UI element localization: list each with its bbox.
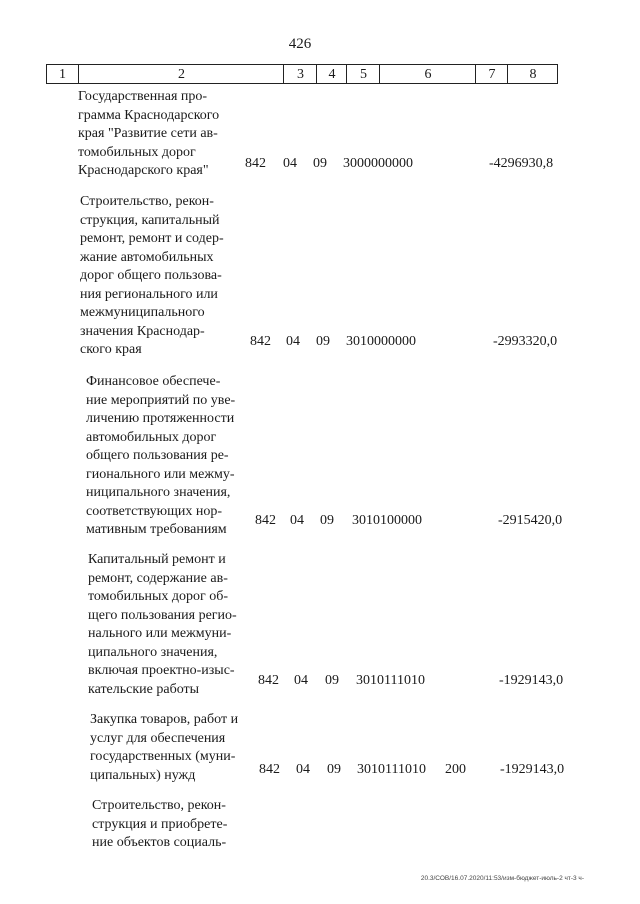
cell-section: 04 [290,513,304,528]
header-cell: 6 [379,65,476,83]
document-footer: 20.3/СОВ/16.07.2020/11:53/изм-бюджет-июль-2 чт-3 ч- [420,875,584,882]
page-number: 426 [288,36,312,52]
cell-ministry: 842 [259,762,280,777]
cell-subsection: 09 [320,513,334,528]
row-description: Строительство, рекон- струкция, капитальный ремонт, ремонт и содер- жание автомобильных дорог общего пользова- ния регионального или межмуниципального значения Краснодар- ского края [80,194,224,357]
header-cell: 2 [78,65,284,83]
cell-subsection: 09 [316,334,330,349]
row-description: Закупка товаров, работ и услуг для обеспечения государственных (муни- ципальных) нужд [90,712,239,783]
cell-section: 04 [286,334,300,349]
cell-target-article: 3000000000 [343,156,413,171]
row-description: Финансовое обеспече- ние мероприятий по уве- личению протяженности автомобильных дорог общего пользования ре- гионального или межму- ниципального значения, соответствующих нор- мативным требованиям [86,374,236,537]
cell-expense-type: 200 [445,762,466,777]
header-cell: 3 [283,65,317,83]
cell-subsection: 09 [327,762,341,777]
cell-amount: -1929143,0 [500,762,565,777]
cell-ministry: 842 [258,673,279,688]
cell-subsection: 09 [313,156,327,171]
row-description: Капитальный ремонт и ремонт, содержание ав- томобильных дорог об- щего пользования регио- нального или межмуни- ципального значения, включая проектно-изыс- кательские работы [88,552,237,697]
row-description: Строительство, рекон- струкция и приобрете- ние объектов социаль- [92,798,228,850]
cell-amount: -4296930,8 [489,156,554,171]
cell-target-article: 3010111010 [357,762,426,777]
cell-ministry: 842 [250,334,271,349]
cell-ministry: 842 [255,513,276,528]
header-cell: 1 [59,67,66,82]
header-cell: 7 [475,65,508,83]
header-cell: 4 [316,65,347,83]
cell-amount: -1929143,0 [499,673,564,688]
cell-target-article: 3010000000 [346,334,416,349]
cell-section: 04 [294,673,308,688]
header-cell: 5 [346,65,380,83]
cell-amount: -2993320,0 [493,334,558,349]
header-cell: 8 [507,65,558,83]
row-description: Государственная про- грамма Краснодарского края "Развитие сети ав- томобильных дорог Краснодарского края" [78,89,220,178]
cell-section: 04 [283,156,297,171]
cell-ministry: 842 [245,156,266,171]
cell-subsection: 09 [325,673,339,688]
table-header [46,64,558,84]
cell-target-article: 3010100000 [352,513,422,528]
cell-amount: -2915420,0 [498,513,563,528]
cell-section: 04 [296,762,310,777]
cell-target-article: 3010111010 [356,673,425,688]
